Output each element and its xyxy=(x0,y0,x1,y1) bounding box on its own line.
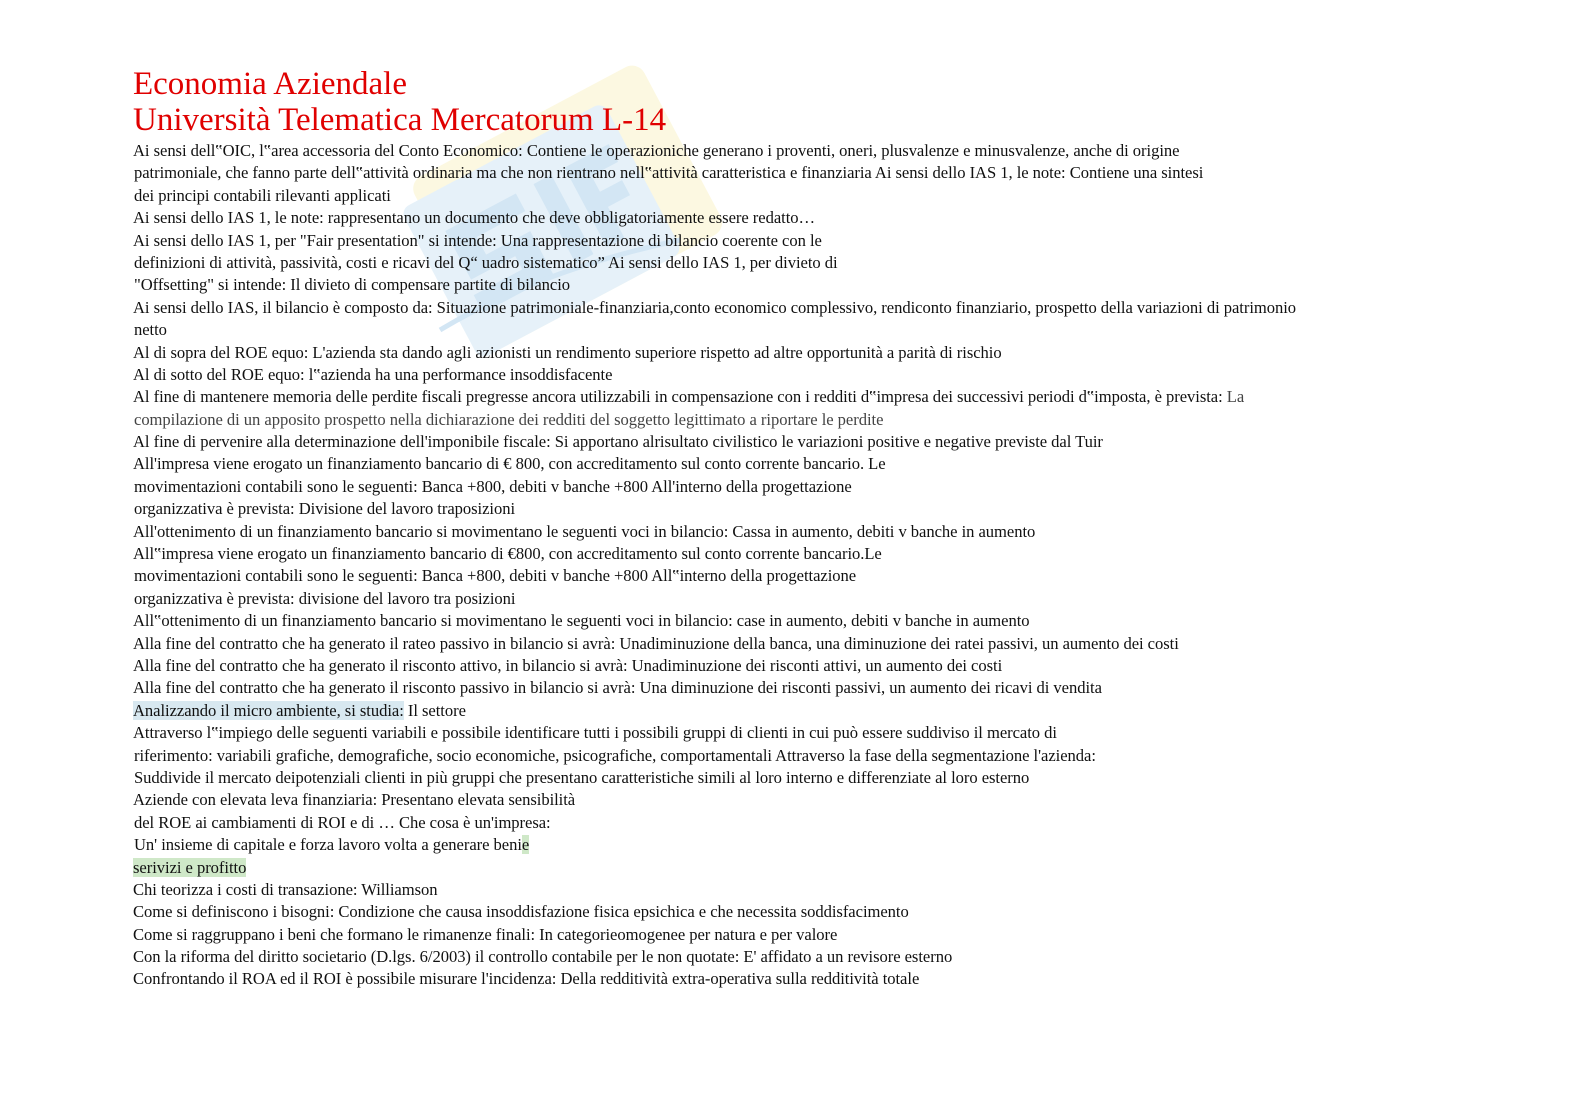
text-line: netto xyxy=(134,320,167,340)
text-body xyxy=(133,140,1463,991)
text-line: definizioni di attività, passività, costi e ricavi del Q“ uadro sistematico” Ai sensi dello IAS 1, per divieto di xyxy=(134,252,838,272)
text-line: "Offsetting" si intende: Il divieto di compensare partite di bilancio xyxy=(134,275,571,295)
text-segment: Al fine di mantenere memoria delle perdite fiscali pregresse ancora utilizzabili in compensazione con i redditi d‟impresa dei successivi periodi d‟imposta, è prevista: xyxy=(133,387,1223,407)
text-line: movimentazioni contabili sono le seguenti: Banca +800, debiti v banche +800 All‟interno della progettazione xyxy=(134,566,857,586)
text-line: compilazione di un apposito prospetto nella dichiarazione dei redditi del soggetto legittimato a riportare le perdite xyxy=(134,409,884,429)
text-line: Confrontando il ROA ed il ROI è possibile misurare l'incidenza: Della redditività extra-operativa sulla redditività totale xyxy=(133,969,920,989)
text-line: Al fine di pervenire alla determinazione dell'imponibile fiscale: Si apportano alrisultato civilistico le variazioni positive e negative previste dal Tuir xyxy=(133,432,1103,452)
highlighted-text: e xyxy=(521,835,530,855)
text-line: organizzativa è prevista: Divisione del lavoro traposizioni xyxy=(134,499,516,519)
document-title: Economia Aziendale xyxy=(133,66,407,102)
text-line xyxy=(133,386,1463,408)
text-line: Come si raggruppano i beni che formano le rimanenze finali: In categorieomogenee per natura e per valore xyxy=(133,924,838,944)
text-line xyxy=(133,700,1463,722)
text-segment: Un' insieme di capitale e forza lavoro volta a generare beni xyxy=(134,835,522,855)
text-line: Come si definiscono i bisogni: Condizione che causa insoddisfazione fisica epsichica e che necessita soddisfacimento xyxy=(133,902,909,922)
text-line: Ai sensi dell‟OIC, l‟area accessoria del Conto Economico: Contiene le operazioniche generano i proventi, oneri, plusvalenze e minusvalenze, anche di origine xyxy=(133,141,1180,160)
text-line: organizzativa è prevista: divisione del lavoro tra posizioni xyxy=(134,588,516,608)
text-line: movimentazioni contabili sono le seguenti: Banca +800, debiti v banche +800 All'interno della progettazione xyxy=(134,476,852,496)
text-line: Suddivide il mercato deipotenziali clienti in più gruppi che presentano caratteristiche simili al loro interno e differenziate al loro esterno xyxy=(134,767,1030,787)
text-line: Ai sensi dello IAS 1, le note: rappresentano un documento che deve obbligatoriamente essere redatto… xyxy=(133,208,816,228)
text-line: Al di sotto del ROE equo: l‟azienda ha una performance insoddisfacente xyxy=(133,364,613,384)
text-line: Al di sopra del ROE equo: L'azienda sta dando agli azionisti un rendimento superiore rispetto ad altre opportunità a parità di rischio xyxy=(133,342,1002,362)
text-line xyxy=(133,857,1463,879)
text-line: del ROE ai cambiamenti di ROI e di … Che cosa è un'impresa: xyxy=(134,812,551,832)
text-line: All‟impresa viene erogato un finanziamento bancario di €800, con accreditamento sul conto corrente bancario.Le xyxy=(133,544,882,564)
text-line: All'impresa viene erogato un finanziamento bancario di € 800, con accreditamento sul conto corrente bancario. Le xyxy=(133,454,886,474)
text-line: Attraverso l‟impiego delle seguenti variabili e possibile identificare tutti i possibili gruppi di clienti in cui può essere suddiviso il mercato di xyxy=(133,723,1057,743)
text-line: All‟ottenimento di un finanziamento bancario si movimentano le seguenti voci in bilancio: case in aumento, debiti v banche in aumento xyxy=(133,611,1030,631)
text-segment: La xyxy=(1226,387,1245,407)
text-line: Aziende con elevata leva finanziaria: Presentano elevata sensibilità xyxy=(133,790,576,810)
text-line: patrimoniale, che fanno parte dell‟attività ordinaria ma che non rientrano nell‟attività caratteristica e finanziaria Ai sensi dello IAS 1, le note: Contiene una sintesi xyxy=(134,163,1204,183)
text-line: riferimento: variabili grafiche, demografiche, socio economiche, psicografiche, comportamentali Attraverso la fase della segmentazione l'azienda: xyxy=(134,745,1096,765)
highlighted-text: Analizzando il micro ambiente, si studia: xyxy=(133,700,404,720)
text-line: Ai sensi dello IAS, il bilancio è composto da: Situazione patrimoniale-finanziaria,conto economico complessivo, rendiconto finanziario, prospetto della variazioni di patrimonio xyxy=(133,297,1297,317)
text-line: Ai sensi dello IAS 1, per "Fair presentation" si intende: Una rappresentazione di bilancio coerente con le xyxy=(133,230,822,250)
text-line: Alla fine del contratto che ha generato il rateo passivo in bilancio si avrà: Unadiminuzione della banca, una diminuzione dei ratei passivi, un aumento dei costi xyxy=(133,633,1179,653)
text-line: All'ottenimento di un finanziamento bancario si movimentano le seguenti voci in bilancio: Cassa in aumento, debiti v banche in aumento xyxy=(133,521,1036,541)
document-subtitle: Università Telematica Mercatorum L-14 xyxy=(133,102,667,138)
document-page xyxy=(133,66,1463,991)
text-line xyxy=(133,834,1463,856)
text-line: Chi teorizza i costi di transazione: Williamson xyxy=(133,879,438,899)
text-line: Alla fine del contratto che ha generato il risconto passivo in bilancio si avrà: Una diminuzione dei risconti passivi, un aumento dei ricavi di vendita xyxy=(133,678,1102,698)
text-line: Con la riforma del diritto societario (D.lgs. 6/2003) il controllo contabile per le non quotate: E' affidato a un revisore esterno xyxy=(133,947,953,967)
highlighted-text: serivizi e profitto xyxy=(133,857,247,877)
text-segment: Il settore xyxy=(407,700,466,720)
text-line: Alla fine del contratto che ha generato il risconto attivo, in bilancio si avrà: Unadiminuzione dei risconti attivi, un aumento dei costi xyxy=(133,655,1003,675)
text-line: dei principi contabili rilevanti applicati xyxy=(134,185,391,205)
